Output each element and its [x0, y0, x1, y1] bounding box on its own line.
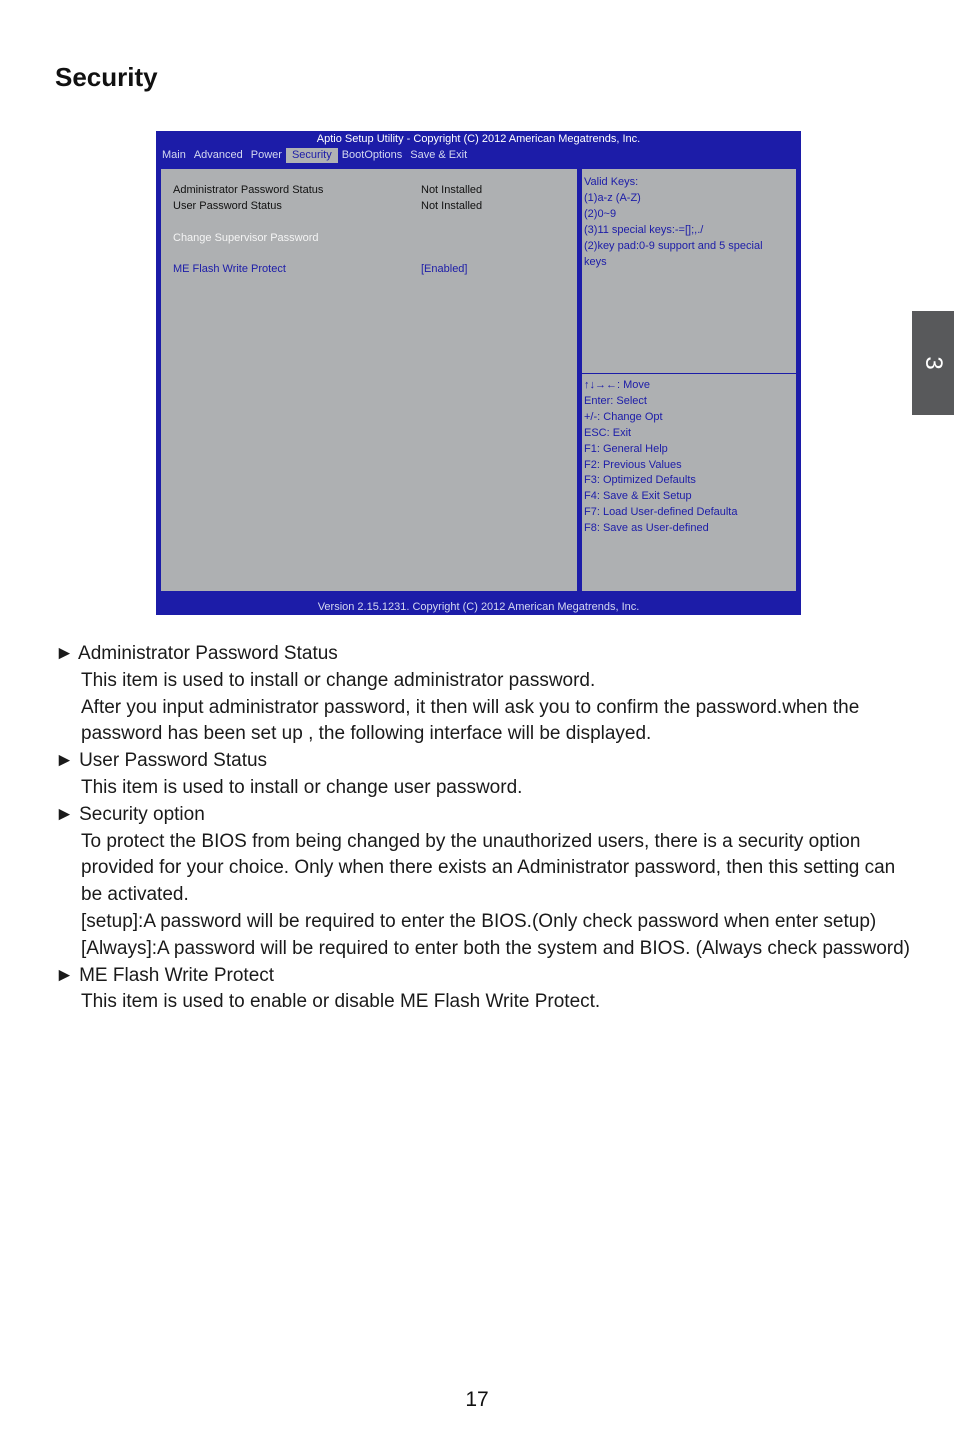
section-heading: ► User Password Status [55, 750, 268, 772]
key-help: F1: General Help [584, 443, 668, 455]
key-help: F7: Load User-defined Defaulta [584, 506, 738, 518]
document-body [55, 641, 915, 1016]
chapter-tab [912, 311, 954, 415]
help-text: keys [584, 256, 607, 268]
section-heading: ► Administrator Password Status [55, 643, 338, 664]
bios-menu-security[interactable]: Security [286, 148, 338, 163]
section-paragraph: This item is used to install or change administrator password. [81, 669, 596, 691]
bios-settings-panel [159, 167, 579, 593]
key-help: F3: Optimized Defaults [584, 474, 696, 486]
bios-body [158, 166, 799, 594]
help-text: (1)a-z (A-Z) [584, 192, 641, 204]
setting-value: Not Installed [421, 200, 483, 212]
bios-title: Aptio Setup Utility - Copyright (C) 2012 American Megatrends, Inc. [316, 133, 641, 145]
key-help-move [584, 377, 650, 393]
key-help: F8: Save as User-defined [584, 522, 709, 534]
page-number: 17 [465, 1388, 489, 1411]
key-help-text: : Move [617, 379, 651, 391]
section-paragraph: To protect the BIOS from being changed by the unauthorized users, there is a security option provided for your choice. Only when there exists an Administrator password, then this setting can be activated. [81, 830, 896, 906]
arrow-keys-icon: ↑↓→← [584, 379, 617, 391]
bios-menu-power[interactable]: Power [250, 149, 282, 161]
help-divider [582, 373, 796, 374]
page-title: Security [55, 62, 158, 92]
bios-screenshot [156, 131, 801, 615]
setting-value: Not Installed [421, 184, 483, 196]
bios-menu-bootoptions[interactable]: BootOptions [341, 149, 403, 161]
section-paragraph: This item is used to enable or disable ME Flash Write Protect. [81, 991, 601, 1013]
bios-menu-main[interactable]: Main [162, 149, 186, 161]
section-paragraph: [setup]:A password will be required to enter the BIOS.(Only check password when enter setup) [81, 910, 877, 932]
section-heading: ► ME Flash Write Protect [55, 964, 275, 986]
setting-label: User Password Status [173, 200, 282, 212]
key-help: ESC: Exit [584, 427, 632, 439]
setting-value[interactable]: [Enabled] [421, 263, 468, 275]
key-help: F4: Save & Exit Setup [584, 490, 692, 502]
section-paragraph: [Always]:A password will be required to enter both the system and BIOS. (Always check password) [81, 937, 910, 959]
bios-footer: Version 2.15.1231. Copyright (C) 2012 American Megatrends, Inc. [317, 601, 640, 613]
help-text: Valid Keys: [584, 176, 639, 188]
bios-help-panel [580, 167, 798, 593]
section-paragraph: After you input administrator password, it then will ask you to confirm the password.when the password has been set up , the following interface will be displayed. [81, 696, 860, 745]
section-paragraph: This item is used to install or change user password. [81, 776, 523, 798]
bios-menu-bar [158, 148, 471, 163]
key-help: Enter: Select [584, 395, 647, 407]
setting-label[interactable]: Change Supervisor Password [173, 232, 319, 244]
help-text: (2)key pad:0-9 support and 5 special [584, 240, 763, 252]
setting-label[interactable]: ME Flash Write Protect [173, 263, 286, 275]
key-help: +/-: Change Opt [584, 411, 663, 423]
bios-menu-save-exit[interactable]: Save & Exit [410, 149, 468, 161]
section-heading: ► Security option [55, 803, 205, 825]
help-text: (2)0~9 [584, 208, 617, 220]
setting-label: Administrator Password Status [173, 184, 324, 196]
help-text: (3)11 special keys:-=[];,./ [584, 224, 704, 236]
bios-menu-advanced[interactable]: Advanced [193, 149, 243, 161]
key-help: F2: Previous Values [584, 459, 682, 471]
chapter-number: 3 [920, 356, 947, 370]
